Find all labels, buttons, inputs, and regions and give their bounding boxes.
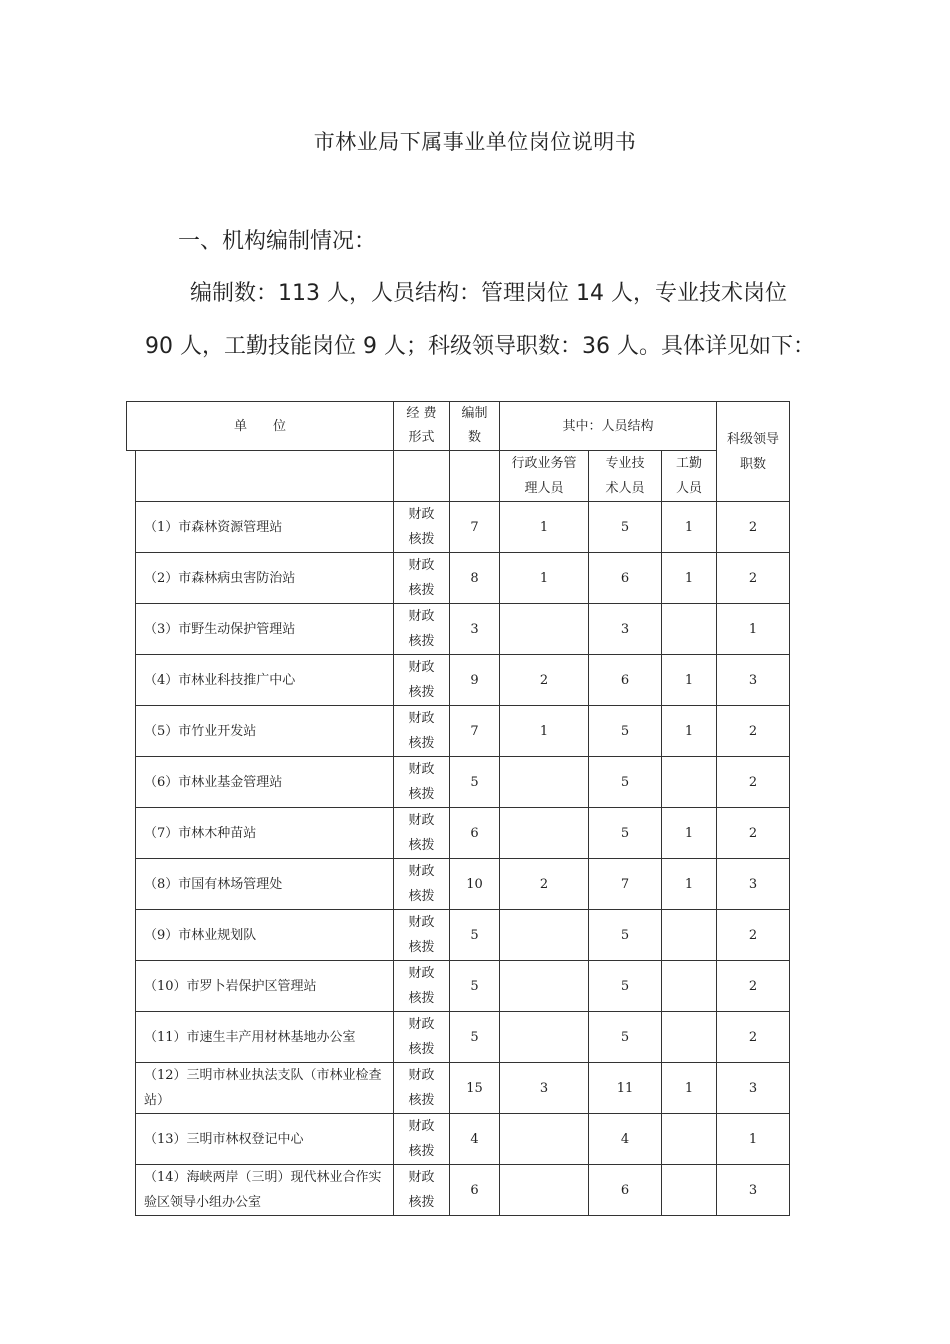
cell-unit: （11）市速生丰产用材林基地办公室 (136, 1012, 394, 1063)
cell-admin (500, 604, 589, 655)
cell-unit: （13）三明市林权登记中心 (136, 1114, 394, 1165)
cell-worker (662, 1165, 717, 1216)
cell-tech: 5 (589, 1012, 662, 1063)
cell-worker (662, 910, 717, 961)
header-structure: 其中：人员结构 (500, 402, 717, 451)
cell-worker (662, 961, 717, 1012)
table-row (127, 757, 790, 808)
cell-quota: 5 (450, 1012, 500, 1063)
table-row (127, 553, 790, 604)
cell-funding: 财政核拨 (394, 910, 450, 961)
cell-quota: 7 (450, 502, 500, 553)
cell-funding: 财政核拨 (394, 859, 450, 910)
cell-admin (500, 1114, 589, 1165)
cell-leader: 2 (717, 961, 790, 1012)
cell-leader: 2 (717, 910, 790, 961)
cell-quota: 8 (450, 553, 500, 604)
cell-leader: 2 (717, 706, 790, 757)
header-tech: 专业技术人员 (589, 451, 662, 502)
cell-leader: 3 (717, 1063, 790, 1114)
staffing-table (126, 401, 790, 1216)
cell-worker: 1 (662, 1063, 717, 1114)
table-row (127, 1012, 790, 1063)
header-leader: 科级领导职数 (717, 402, 790, 502)
cell-unit: （9）市林业规划队 (136, 910, 394, 961)
cell-tech: 5 (589, 910, 662, 961)
cell-funding: 财政核拨 (394, 706, 450, 757)
cell-leader: 3 (717, 1165, 790, 1216)
cell-tech: 5 (589, 706, 662, 757)
cell-admin (500, 910, 589, 961)
cell-leader: 2 (717, 1012, 790, 1063)
cell-worker: 1 (662, 706, 717, 757)
cell-quota: 6 (450, 808, 500, 859)
cell-funding: 财政核拨 (394, 1114, 450, 1165)
cell-funding: 财政核拨 (394, 1012, 450, 1063)
cell-funding: 财政核拨 (394, 502, 450, 553)
cell-funding: 财政核拨 (394, 1063, 450, 1114)
cell-tech: 11 (589, 1063, 662, 1114)
cell-worker (662, 604, 717, 655)
cell-quota: 15 (450, 1063, 500, 1114)
header-unit: 单 位 (127, 402, 394, 451)
cell-funding: 财政核拨 (394, 553, 450, 604)
header-funding: 经 费 形式 (394, 402, 450, 451)
table-row (127, 1114, 790, 1165)
cell-admin: 1 (500, 502, 589, 553)
cell-worker: 1 (662, 859, 717, 910)
cell-quota: 3 (450, 604, 500, 655)
cell-unit: （2）市森林病虫害防治站 (136, 553, 394, 604)
section-heading: 一、机构编制情况： (178, 229, 377, 254)
cell-admin (500, 808, 589, 859)
table-row (127, 1063, 790, 1114)
cell-admin: 2 (500, 655, 589, 706)
cell-funding: 财政核拨 (394, 808, 450, 859)
cell-unit: （3）市野生动保护管理站 (136, 604, 394, 655)
cell-admin: 1 (500, 706, 589, 757)
cell-admin (500, 1165, 589, 1216)
table-row (127, 808, 790, 859)
cell-tech: 5 (589, 961, 662, 1012)
cell-worker (662, 757, 717, 808)
cell-admin (500, 961, 589, 1012)
cell-unit: （10）市罗卜岩保护区管理站 (136, 961, 394, 1012)
cell-funding: 财政核拨 (394, 604, 450, 655)
cell-unit: （1）市森林资源管理站 (136, 502, 394, 553)
cell-tech: 6 (589, 553, 662, 604)
cell-admin: 2 (500, 859, 589, 910)
table-row (127, 859, 790, 910)
cell-worker: 1 (662, 553, 717, 604)
cell-tech: 7 (589, 859, 662, 910)
cell-quota: 9 (450, 655, 500, 706)
cell-tech: 6 (589, 1165, 662, 1216)
cell-worker: 1 (662, 502, 717, 553)
cell-worker: 1 (662, 655, 717, 706)
paragraph-line-1: 编制数：113 人，人员结构：管理岗位 14 人，专业技术岗位 (190, 281, 787, 306)
cell-quota: 6 (450, 1165, 500, 1216)
cell-unit: （4）市林业科技推广中心 (136, 655, 394, 706)
cell-unit: （5）市竹业开发站 (136, 706, 394, 757)
cell-worker (662, 1012, 717, 1063)
cell-leader: 3 (717, 655, 790, 706)
cell-quota: 5 (450, 757, 500, 808)
cell-tech: 5 (589, 757, 662, 808)
document-title: 市林业局下属事业单位岗位说明书 (313, 130, 637, 154)
cell-unit: （12）三明市林业执法支队（市林业检查站） (136, 1063, 394, 1114)
cell-admin: 3 (500, 1063, 589, 1114)
cell-unit: （8）市国有林场管理处 (136, 859, 394, 910)
cell-quota: 5 (450, 961, 500, 1012)
cell-tech: 6 (589, 655, 662, 706)
cell-leader: 1 (717, 1114, 790, 1165)
cell-admin (500, 757, 589, 808)
cell-quota: 5 (450, 910, 500, 961)
cell-tech: 5 (589, 808, 662, 859)
table-row (127, 1165, 790, 1216)
paragraph-line-2: 90 人，工勤技能岗位 9 人；科级领导职数：36 人。具体详见如下： (145, 334, 815, 359)
cell-admin: 1 (500, 553, 589, 604)
header-admin: 行政业务管理人员 (500, 451, 589, 502)
cell-unit: （14）海峡两岸（三明）现代林业合作实验区领导小组办公室 (136, 1165, 394, 1216)
cell-leader: 2 (717, 808, 790, 859)
cell-funding: 财政核拨 (394, 961, 450, 1012)
cell-quota: 4 (450, 1114, 500, 1165)
cell-admin (500, 1012, 589, 1063)
cell-unit: （6）市林业基金管理站 (136, 757, 394, 808)
table-row (127, 961, 790, 1012)
table-row (127, 604, 790, 655)
table-row (127, 502, 790, 553)
cell-worker: 1 (662, 808, 717, 859)
cell-tech: 4 (589, 1114, 662, 1165)
cell-quota: 7 (450, 706, 500, 757)
cell-leader: 2 (717, 553, 790, 604)
cell-leader: 2 (717, 502, 790, 553)
cell-quota: 10 (450, 859, 500, 910)
table-row (127, 706, 790, 757)
cell-funding: 财政核拨 (394, 1165, 450, 1216)
cell-unit: （7）市林木种苗站 (136, 808, 394, 859)
cell-funding: 财政核拨 (394, 757, 450, 808)
table-row (127, 655, 790, 706)
header-quota: 编制数 (450, 402, 500, 451)
cell-leader: 1 (717, 604, 790, 655)
cell-tech: 3 (589, 604, 662, 655)
cell-tech: 5 (589, 502, 662, 553)
cell-worker (662, 1114, 717, 1165)
table-row (127, 910, 790, 961)
header-worker: 工勤人员 (662, 451, 717, 502)
cell-leader: 3 (717, 859, 790, 910)
cell-leader: 2 (717, 757, 790, 808)
cell-funding: 财政核拨 (394, 655, 450, 706)
